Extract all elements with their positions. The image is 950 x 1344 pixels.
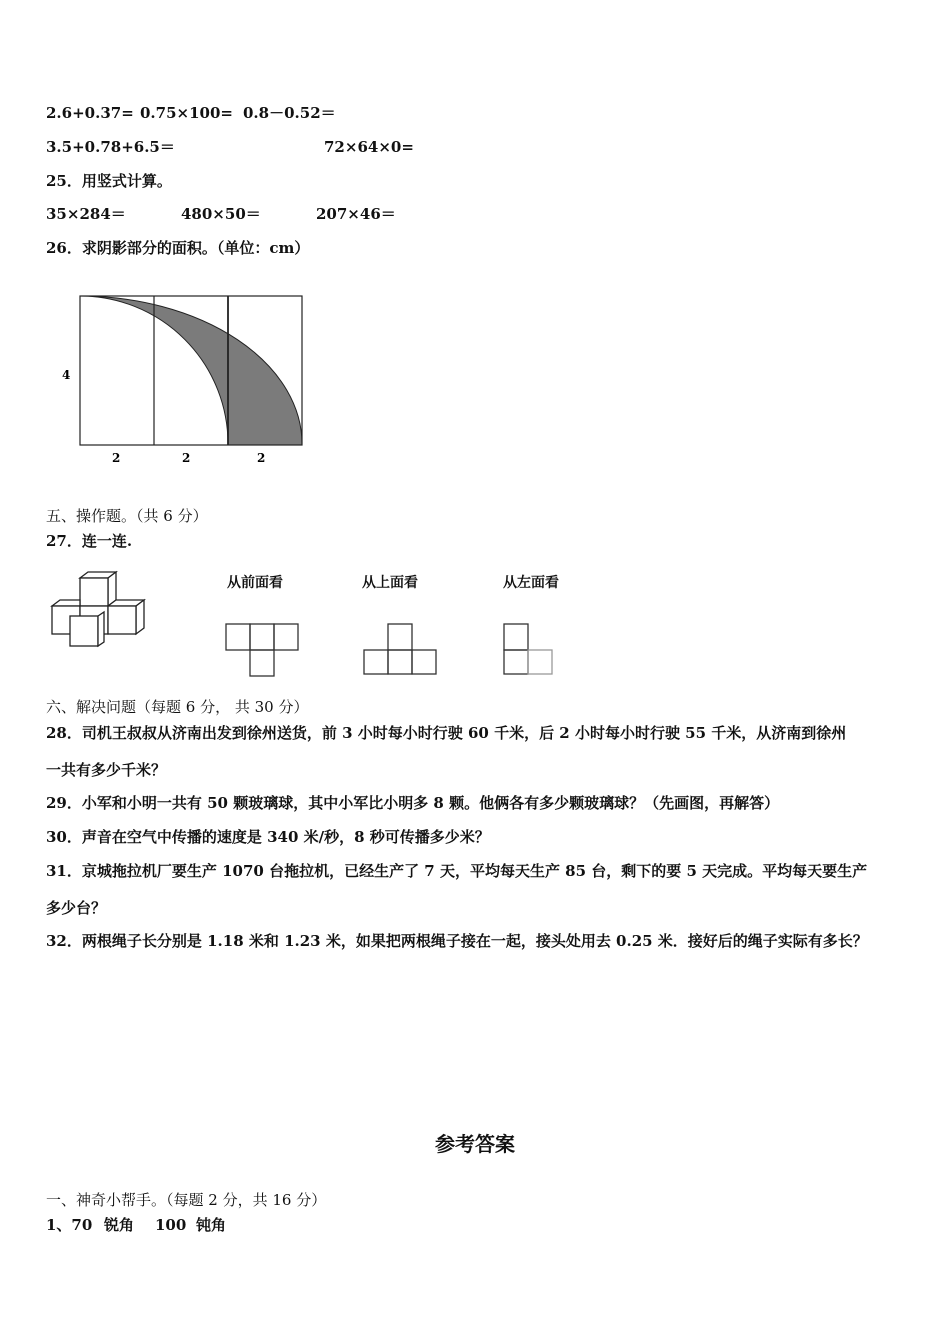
view-shape-inverted-t (360, 620, 440, 680)
calc-item: 207×46＝ (316, 205, 396, 223)
question-27-title: 27．连一连. (46, 532, 133, 550)
shaded-region (80, 296, 302, 445)
calc-item: 35×284＝ (46, 205, 126, 223)
question-25-title: 25．用竖式计算。 (46, 172, 172, 190)
cube-solid-figure (46, 570, 156, 650)
calc-item: 0.75×100= (140, 104, 233, 122)
view-shape-t (222, 620, 302, 680)
question-30: 30．声音在空气中传播的速度是 340 米/秒，8 秒可传播多少米？ (46, 828, 490, 846)
question-29: 29．小军和小明一共有 50 颗玻璃球，其中小军比小明多 8 颗。他俩各有多少颗玻璃球？（先画图，再解答） (46, 794, 780, 812)
answer-item: 钝角 (196, 1216, 227, 1234)
shaded-area-figure (50, 285, 370, 475)
calc-item: 2.6+0.37= (46, 104, 134, 122)
view-label-front: 从前面看 (227, 575, 283, 591)
question-31-line-2: 多少台？ (46, 899, 107, 917)
answer-item: 锐角 (104, 1216, 135, 1234)
width-label: 2 (257, 451, 266, 465)
section-5-title: 五、操作题。（共 6 分） (46, 507, 208, 525)
view-label-left: 从左面看 (503, 575, 559, 591)
calc-item: 480×50＝ (181, 205, 261, 223)
question-28-line-2: 一共有多少千米？ (46, 761, 167, 779)
question-31-line-1: 31．京城拖拉机厂要生产 1070 台拖拉机，已经生产了 7 天，平均每天生产 85 台，剩下的要 5 天完成。平均每天要生产 (46, 862, 868, 880)
view-label-top: 从上面看 (362, 575, 418, 591)
section-6-title: 六、解决问题（每题 6 分， 共 30 分） (46, 698, 309, 716)
height-label: 4 (62, 368, 71, 382)
calc-item: 3.5+0.78+6.5＝ (46, 138, 175, 156)
width-label: 2 (112, 451, 121, 465)
question-32: 32．两根绳子长分别是 1.18 米和 1.23 米，如果把两根绳子接在一起，接头处用去 0.25 米．接好后的绳子实际有多长？ (46, 932, 868, 950)
calc-item: 0.8－0.52＝ (243, 104, 336, 122)
question-26-title: 26．求阴影部分的面积。（单位：cm） (46, 239, 310, 257)
view-shape-l (500, 620, 560, 680)
question-28-line-1: 28．司机王叔叔从济南出发到徐州送货，前 3 小时每小时行驶 60 千米，后 2 小时每小时行驶 55 千米，从济南到徐州 (46, 724, 847, 742)
width-label: 2 (182, 451, 191, 465)
answer-item: 100 (155, 1216, 187, 1234)
answers-title: 参考答案 (435, 1132, 515, 1156)
answer-item: 1、70 (46, 1216, 93, 1234)
answers-section-1-title: 一、神奇小帮手。（每题 2 分，共 16 分） (46, 1191, 327, 1209)
calc-item: 72×64×0= (324, 138, 414, 156)
